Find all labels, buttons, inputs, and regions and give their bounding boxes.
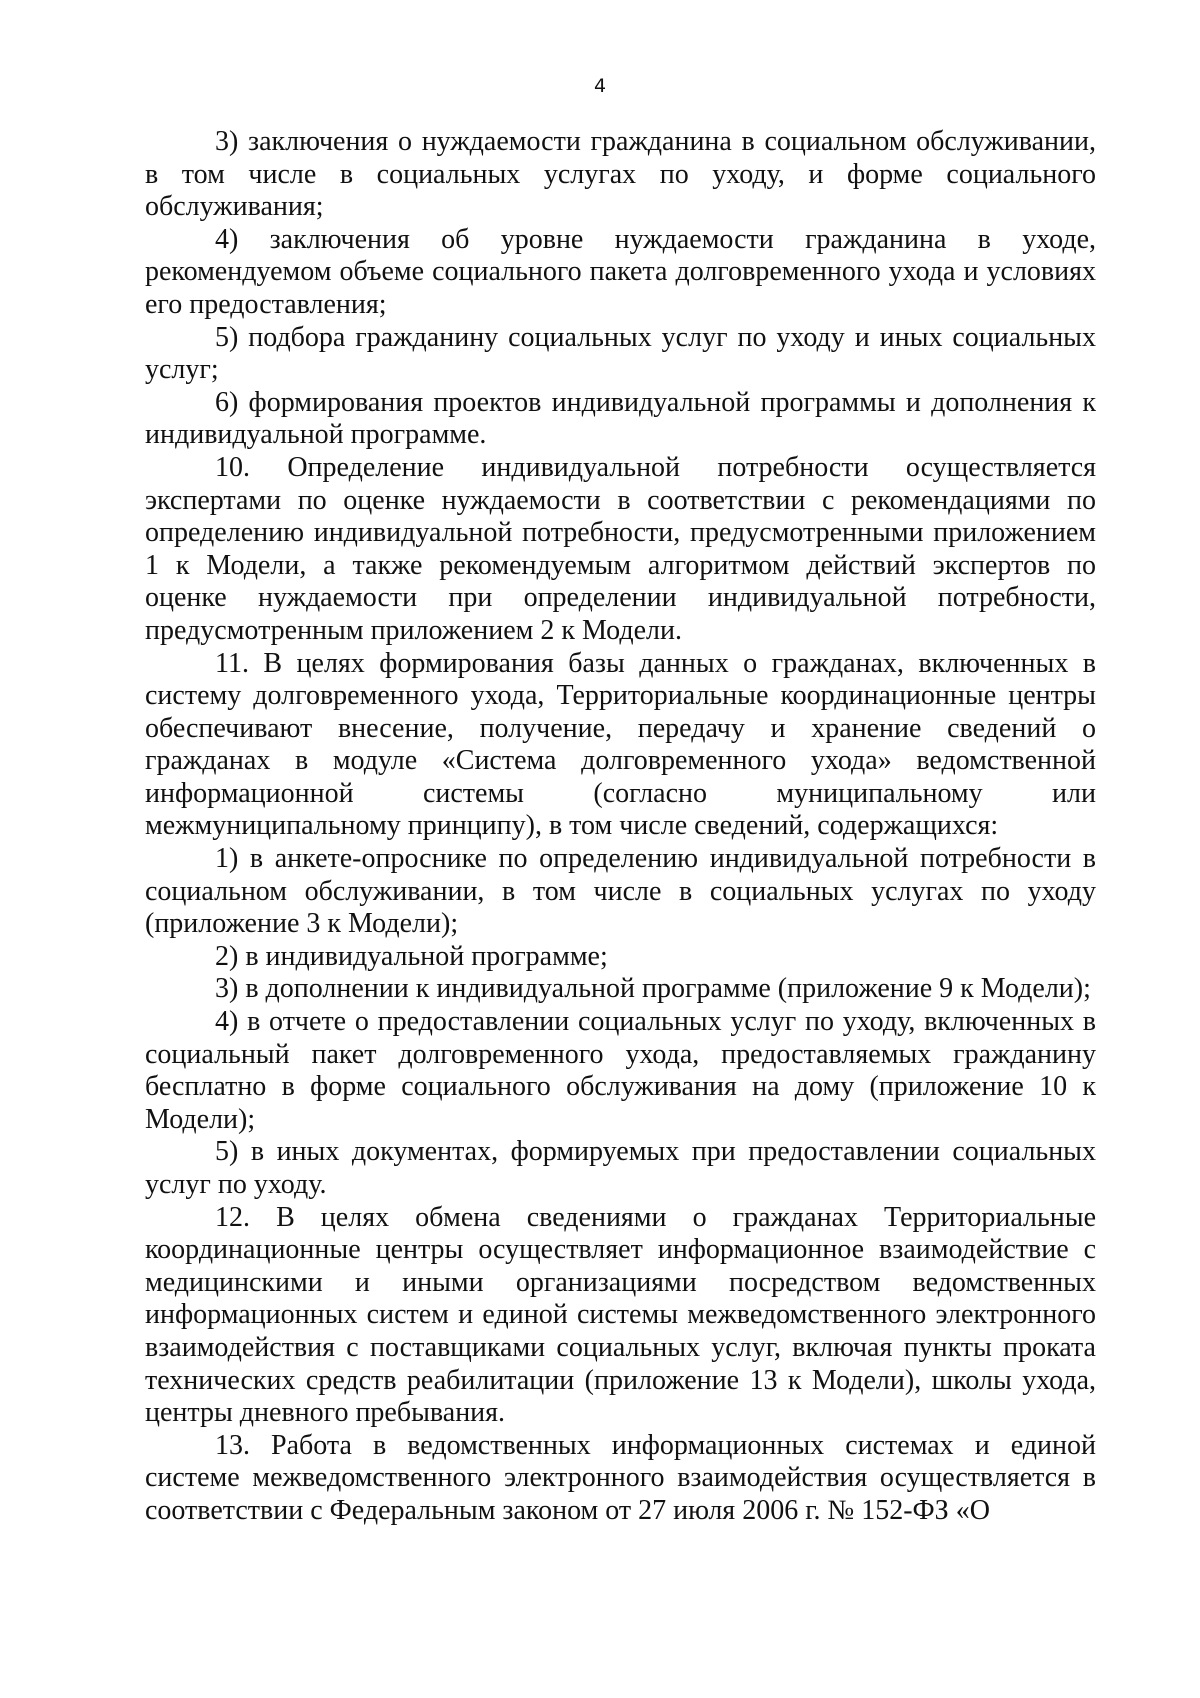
paragraph-item-5: 5) подбора гражданину социальных услуг по уходу и иных социальных услуг; bbox=[145, 321, 1096, 386]
paragraph-clause-12: 12. В целях обмена сведениями о гражданах Территориальные координационные центры осуществляет информационное взаимодействие с медицинскими и иными организациями посредством ведомственных информационных систем и единой системы межведомственного электронного взаимодействия с поставщиками социальных услуг, включая пункты проката технических средств реабилитации (приложение 13 к Модели), школы ухода, центры дневного пребывания. bbox=[145, 1201, 1096, 1429]
paragraph-item-6: 6) формирования проектов индивидуальной программы и дополнения к индивидуальной программе. bbox=[145, 386, 1096, 451]
document-body bbox=[145, 126, 1096, 1528]
paragraph-subitem-5: 5) в иных документах, формируемых при предоставлении социальных услуг по уходу. bbox=[145, 1136, 1096, 1200]
paragraph-clause-13: 13. Работа в ведомственных информационных системах и единой системе межведомственного электронного взаимодействия осуществляется в соответствии с Федеральным законом от 27 июля 2006 г. № 152-ФЗ «О bbox=[145, 1429, 1096, 1526]
paragraph-item-4: 4) заключения об уровне нуждаемости гражданина в уходе, рекомендуемом объеме социального пакета долговременного ухода и условиях его предоставления; bbox=[145, 223, 1096, 320]
paragraph-clause-11: 11. В целях формирования базы данных о гражданах, включенных в систему долговременного ухода, Территориальные координационные центры обеспечивают внесение, получение, передачу и хранение сведений о гражданах в модуле «Система долговременного ухода» ведомственной информационной системы (согласно муниципальному или межмуниципальному принципу), в том числе сведений, содержащихся: bbox=[145, 647, 1096, 842]
paragraph-clause-10: 10. Определение индивидуальной потребности осуществляется экспертами по оценке нуждаемости в соответствии с рекомендациями по определению индивидуальной потребности, предусмотренными приложением 1 к Модели, а также рекомендуемым алгоритмом действий экспертов по оценке нуждаемости при определении индивидуальной потребности, предусмотренным приложением 2 к Модели. bbox=[145, 451, 1096, 646]
paragraph-subitem-1: 1) в анкете-опроснике по определению индивидуальной потребности в социальном обслуживании, в том числе в социальных услугах по уходу (приложение 3 к Модели); bbox=[145, 843, 1096, 940]
paragraph-subitem-4: 4) в отчете о предоставлении социальных услуг по уходу, включенных в социальный пакет долговременного ухода, предоставляемых гражданину бесплатно в форме социального обслуживания на дому (приложение 10 к Модели); bbox=[145, 1006, 1096, 1135]
paragraph-item-3: 3) заключения о нуждаемости гражданина в социальном обслуживании, в том числе в социальных услугах по уходу, и форме социального обслуживания; bbox=[145, 126, 1096, 223]
paragraph-subitem-2: 2) в индивидуальной программе; bbox=[215, 940, 608, 972]
paragraph-subitem-3: 3) в дополнении к индивидуальной программе (приложение 9 к Модели); bbox=[215, 973, 1091, 1005]
page-number: 4 bbox=[593, 75, 607, 97]
